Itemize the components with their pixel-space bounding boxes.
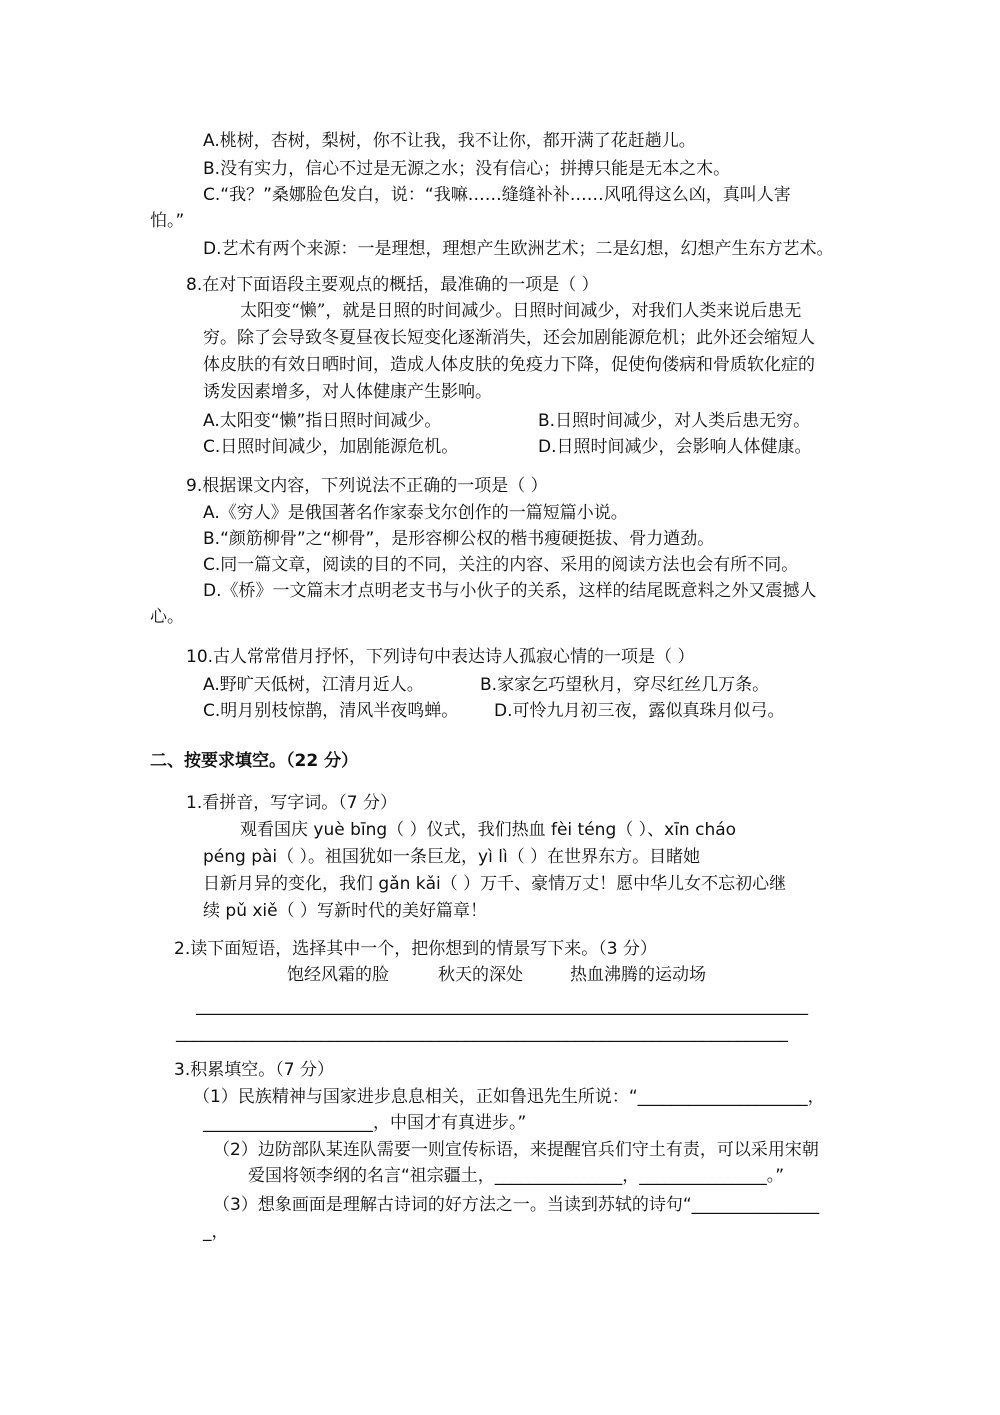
p3-item3-line2: _， <box>203 1222 229 1242</box>
p1-line4: 续 pǔ xiě（ ）写新时代的美好篇章！ <box>203 901 488 921</box>
q8-stem: 8.在对下面语段主要观点的概括，最准确的一项是（ ） <box>186 275 599 295</box>
p2-phrase-1: 饱经风霜的脸 <box>287 965 389 985</box>
p1-line3: 日新月异的变化，我们 gǎn kǎi（ ）万千、豪情万丈！愿中华儿女不忘初心继 <box>203 874 787 894</box>
p3-item2-line2: 爱国将领李纲的名言“祖宗疆土，_______________，_______________。” <box>248 1166 785 1186</box>
p2-phrase-3: 热血沸腾的运动场 <box>570 965 706 985</box>
p2-stem: 2.读下面短语，选择其中一个，把你想到的情景写下来。（3 分） <box>174 939 657 959</box>
q8-passage-line2: 穷。除了会导致冬夏昼夜长短变化逐渐消失，还会加剧能源危机；此外还会缩短人 <box>203 328 815 348</box>
q9-option-d-line1: D.《桥》一文篇末才点明老支书与小伙子的关系，这样的结尾既意料之外又震撼人 <box>203 581 817 601</box>
p1-line2: péng pài（ ）。祖国犹如一条巨龙，yì lì（ ）在世界东方。目睹她 <box>203 847 701 867</box>
q8-passage-line3: 体皮肤的有效日晒时间，造成人体皮肤的免疫力下降，促使佝偻病和骨质软化症的 <box>203 355 815 375</box>
q8-option-d: D.日照时间减少，会影响人体健康。 <box>538 437 812 457</box>
q10-option-d: D.可怜九月初三夜，露似真珠月似弓。 <box>494 701 785 721</box>
p1-stem: 1.看拼音，写字词。（7 分） <box>186 793 397 813</box>
p3-item1-line2: ____________________，中国才有真进步。” <box>203 1113 527 1133</box>
q7-option-d: D.艺术有两个来源：一是理想，理想产生欧洲艺术；二是幻想，幻想产生东方艺术。 <box>203 239 834 259</box>
q7-option-c-line2: 怕。” <box>150 211 185 231</box>
q10-option-b: B.家家乞巧望秋月，穿尽红丝几万条。 <box>480 675 770 695</box>
q9-option-c: C.同一篇文章，阅读的目的不同，关注的内容、采用的阅读方法也会有所不同。 <box>203 555 799 575</box>
q10-option-c: C.明月别枝惊鹊，清风半夜鸣蝉。 <box>203 701 459 721</box>
p3-item1-line1: （1）民族精神与国家进步息息相关，正如鲁迅先生所说：“____________________， <box>193 1087 825 1107</box>
q9-option-d-line2: 心。 <box>150 607 184 627</box>
q10-stem: 10.古人常常借月抒怀，下列诗句中表达诗人孤寂心情的一项是（ ） <box>186 647 695 667</box>
p2-answer-line2: ________________________________________________________________________ <box>176 1023 788 1043</box>
p3-item2-line1: （2）边防部队某连队需要一则宣传标语，来提醒官兵们守土有责，可以采用宋朝 <box>213 1140 819 1160</box>
q9-stem: 9.根据课文内容，下列说法不正确的一项是（ ） <box>186 476 548 496</box>
q7-option-b: B.没有实力，信心不过是无源之水；没有信心；拼搏只能是无本之木。 <box>203 159 731 179</box>
q8-passage-line1: 太阳变“懒”，就是日照的时间减少。日照时间减少，对我们人类来说后患无 <box>240 301 802 321</box>
q8-passage-line4: 诱发因素增多，对人体健康产生影响。 <box>203 382 492 402</box>
q10-option-a: A.野旷天低树，江清月近人。 <box>203 675 424 695</box>
section-2-title: 二、按要求填空。（22 分） <box>150 751 359 771</box>
p2-answer-line1: ________________________________________________________________________ <box>196 996 808 1016</box>
q7-option-a: A.桃树，杏树，梨树，你不让我，我不让你，都开满了花赶趟儿。 <box>203 131 696 151</box>
q9-option-a: A.《穷人》是俄国著名作家泰戈尔创作的一篇短篇小说。 <box>203 503 628 523</box>
p1-line1: 观看国庆 yuè bīng（ ）仪式，我们热血 fèi téng（ ）、xīn cháo <box>240 820 737 840</box>
q8-option-b: B.日照时间减少，对人类后患无穷。 <box>538 411 811 431</box>
p2-phrase-2: 秋天的深处 <box>438 965 523 985</box>
q7-option-c-line1: C.“我？”桑娜脸色发白，说：“我嘛……缝缝补补……风吼得这么凶，真叫人害 <box>203 185 791 205</box>
q9-option-b: B.“颜筋柳骨”之“柳骨”，是形容柳公权的楷书瘦硬挺拔、骨力遒劲。 <box>203 529 715 549</box>
p3-stem: 3.积累填空。（7 分） <box>174 1060 334 1080</box>
q8-option-c: C.日照时间减少，加剧能源危机。 <box>203 437 459 457</box>
q8-option-a: A.太阳变“懒”指日照时间减少。 <box>203 411 442 431</box>
p3-item3-line1: （3）想象画面是理解古诗词的好方法之一。当读到苏轼的诗句“_______________ <box>213 1195 820 1215</box>
